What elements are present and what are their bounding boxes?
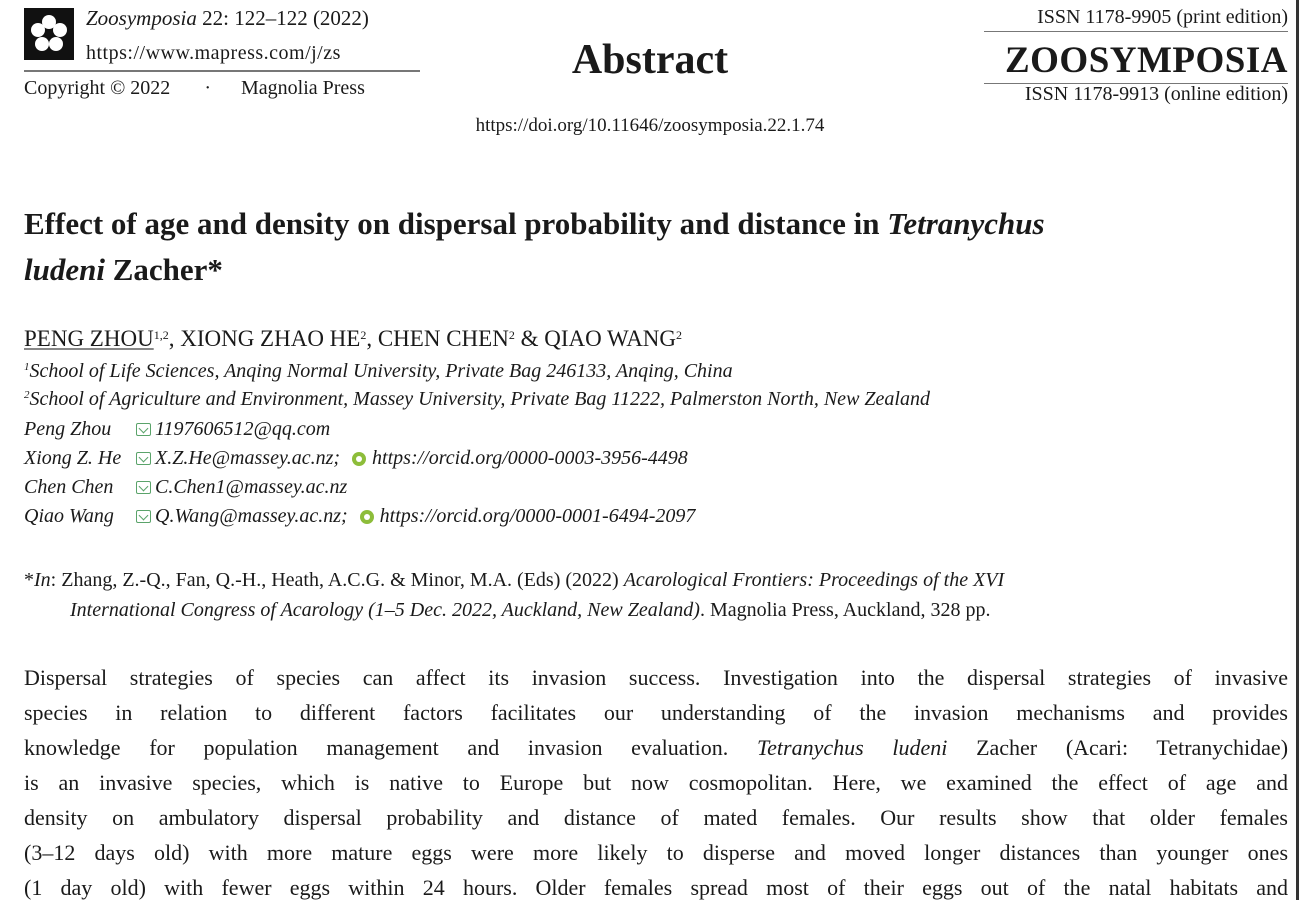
email-icon <box>136 481 151 494</box>
email-icon <box>136 510 151 523</box>
contact-email[interactable]: C.Chen1@massey.ac.nz <box>155 476 348 498</box>
author-name: CHEN CHEN <box>377 326 509 351</box>
journal-brand: ZOOSYMPOSIA <box>1004 40 1288 81</box>
author-sep: , <box>168 326 181 351</box>
abstract-body <box>24 660 1288 905</box>
issn-print: ISSN 1178-9905 (print edition) <box>1037 6 1288 28</box>
abstract-line: (3–12 days old) with more mature eggs were more likely to disperse and moved longer distances than younger ones <box>24 840 1288 865</box>
note-book-title: Acarological Frontiers: Proceedings of the XVI <box>623 569 1005 591</box>
journal-name: Zoosymposia <box>86 6 197 30</box>
abstract-line: is an invasive species, which is native to Europe but now cosmopolitan. Here, we examined the effect of age and <box>24 770 1288 795</box>
affiliation-text: School of Agriculture and Environment, Massey University, Private Bag 11222, Palmerston North, New Zealand <box>29 388 930 410</box>
title-genus: Tetranychus <box>887 206 1045 241</box>
note-editors: : Zhang, Z.-Q., Fan, Q.-H., Heath, A.C.G. & Minor, M.A. (Eds) (2022) <box>50 569 624 591</box>
doi-link[interactable]: https://doi.org/10.11646/zoosymposia.22.1.74 <box>475 115 825 136</box>
proceedings-note <box>24 565 1288 625</box>
author-sup: 2 <box>360 328 367 342</box>
author-sep: , <box>366 326 378 351</box>
abstract-line: Dispersal strategies of species can affect its invasion success. Investigation into the dispersal strategies of invasive <box>24 665 1288 690</box>
author-sup: 2 <box>676 328 683 342</box>
contact-orcid[interactable]: https://orcid.org/0000-0001-6494-2097 <box>379 505 696 527</box>
contact-row <box>24 476 347 499</box>
title-author: Zacher* <box>104 252 223 287</box>
copyright-text: Copyright © 2022 <box>24 77 171 99</box>
email-icon <box>136 423 151 436</box>
journal-url[interactable]: https://www.mapress.com/j/zs <box>86 42 341 64</box>
volume-pages: 22: 122–122 (2022) <box>196 6 369 30</box>
issn-rule-top <box>984 31 1288 32</box>
author-name: XIONG ZHAO HE <box>180 326 361 351</box>
contact-email[interactable]: 1197606512@qq.com <box>155 418 331 440</box>
contact-row <box>24 447 688 470</box>
affiliation-text: School of Life Sciences, Anqing Normal University, Private Bag 246133, Anqing, China <box>29 360 733 382</box>
author-name[interactable]: PENG ZHOU <box>24 326 154 351</box>
affiliation-1 <box>24 360 733 383</box>
contact-name: Chen Chen <box>24 476 114 498</box>
note-in: In <box>34 569 51 591</box>
title-species: ludeni <box>24 252 105 287</box>
abstract-text: knowledge for population management and invasion evaluation. <box>24 735 757 760</box>
abstract-text: Zacher (Acari: Tetranychidae) <box>947 735 1289 760</box>
contact-row <box>24 418 330 441</box>
author-list <box>24 326 682 352</box>
article-title <box>24 201 1288 293</box>
affiliation-sup: 1 <box>24 361 30 373</box>
abstract-line: species in relation to different factors facilitates our understanding of the invasion mechanisms and provides <box>24 700 1288 725</box>
publisher-name: Magnolia Press <box>240 77 365 99</box>
affiliation-sup: 2 <box>24 389 30 401</box>
contact-email[interactable]: X.Z.He@massey.ac.nz; <box>155 447 341 469</box>
abstract-line: density on ambulatory dispersal probability and distance of mated females. Our results show that older females <box>24 805 1288 830</box>
author-sep: & <box>514 326 545 351</box>
orcid-icon <box>352 452 366 466</box>
abstract-line: (1 day old) with fewer eggs within 24 hours. Older females spread most of their eggs out of the natal habitats and <box>24 875 1288 900</box>
note-book-title-cont: International Congress of Acarology (1–5 Dec. 2022, Auckland, New Zealand) <box>70 599 700 621</box>
author-name: QIAO WANG <box>544 326 677 351</box>
contact-orcid[interactable]: https://orcid.org/0000-0003-3956-4498 <box>372 447 688 469</box>
separator-dot: · <box>204 77 211 99</box>
issn-online: ISSN 1178-9913 (online edition) <box>1024 83 1288 105</box>
note-line-1 <box>24 565 1288 595</box>
author-sup: 2 <box>508 328 515 342</box>
note-tail: . Magnolia Press, Auckland, 328 pp. <box>699 599 991 621</box>
contact-name: Qiao Wang <box>24 505 114 527</box>
abstract-line <box>24 730 1288 765</box>
note-line-2 <box>24 595 1288 625</box>
affiliation-2 <box>24 388 930 411</box>
abstract-species: Tetranychus ludeni <box>756 735 948 760</box>
contact-email[interactable]: Q.Wang@massey.ac.nz; <box>155 505 348 527</box>
orcid-icon <box>360 510 374 524</box>
contact-name: Xiong Z. He <box>24 447 122 469</box>
journal-citation <box>86 6 369 31</box>
title-text: Effect of age and density on dispersal probability and distance in <box>24 206 888 241</box>
note-star: * <box>24 569 34 591</box>
contact-name: Peng Zhou <box>24 418 112 440</box>
contact-row <box>24 505 695 528</box>
section-title: Abstract <box>571 37 729 83</box>
author-sup: 1,2 <box>153 328 169 342</box>
email-icon <box>136 452 151 465</box>
